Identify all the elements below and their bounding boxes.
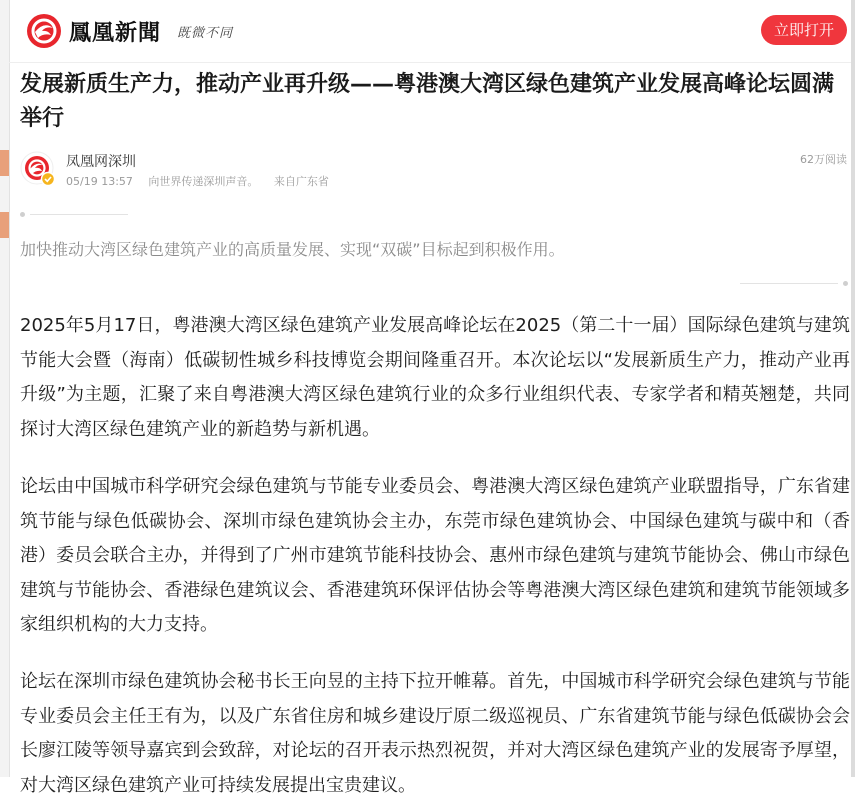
edge-marker (0, 150, 9, 176)
article-paragraph: 2025年5月17日，粤港澳大湾区绿色建筑产业发展高峰论坛在2025（第二十一届）国际绿色建筑与建筑节能大会暨（海南）低碳韧性城乡科技博览会期间隆重召开。本次论坛以“发展新质生产力，推动产业再升级”为主题，汇聚了来自粤港澳大湾区绿色建筑行业的众多行业组织代表、专家学者和精英翘楚，共同探讨大湾区绿色建筑产业的新趋势与新机遇。 (20, 315, 850, 440)
article-paragraph: 论坛在深圳市绿色建筑协会秘书长王向昱的主持下拉开帷幕。首先，中国城市科学研究会绿色建筑与节能专业委员会主任王有为，以及广东省住房和城乡建设厅原二级巡视员、广东省建筑节能与绿色低碳协会会长廖江陵等领导嘉宾到会致辞，对论坛的召开表示热烈祝贺，并对大湾区绿色建筑产业的发展寄予厚望，对大湾区绿色建筑产业可持续发展提出宝贵建议。 (20, 671, 850, 796)
author-name[interactable]: 凤凰网深圳 (66, 154, 136, 170)
article-summary: 加快推动大湾区绿色建筑产业的高质量发展、实现“双碳”目标起到积极作用。 (20, 240, 565, 259)
divider-dot (20, 212, 25, 217)
article-meta (66, 173, 341, 189)
author-avatar[interactable] (20, 151, 56, 187)
article-title: 发展新质生产力，推动产业再升级——粤港澳大湾区绿色建筑产业发展高峰论坛圆满举行 (20, 72, 835, 131)
divider-dot (843, 281, 848, 286)
top-bar (9, 0, 851, 63)
brand-name[interactable]: 鳳凰新聞 (69, 20, 162, 46)
location: 来自广东省 (273, 175, 329, 188)
brand-slogan: 既微不同 (177, 26, 234, 41)
open-app-button[interactable]: 立即打开 (761, 15, 847, 45)
edge-marker (0, 212, 9, 238)
verified-badge-icon (42, 173, 55, 186)
divider (740, 283, 838, 284)
phoenix-logo-icon[interactable] (26, 13, 62, 49)
divider (30, 214, 128, 215)
author-tagline: 向世界传递深圳声音。 (148, 175, 259, 188)
left-page-edge (0, 0, 10, 777)
article-paragraph: 论坛由中国城市科学研究会绿色建筑与节能专业委员会、粤港澳大湾区绿色建筑产业联盟指导，广东省建筑节能与绿色低碳协会、深圳市绿色建筑协会主办，东莞市绿色建筑协会、中国绿色建筑与碳中和（香港）委员会联合主办，并得到了广州市建筑节能科技协会、惠州市绿色建筑与建筑节能协会、佛山市绿色建筑与节能协会、香港绿色建筑议会、香港建筑环保评估协会等粤港澳大湾区绿色建筑和建筑节能领域多家组织机构的大力支持。 (20, 476, 850, 635)
scrollbar[interactable] (851, 0, 855, 777)
read-count: 62万阅读 (800, 153, 847, 166)
publish-date: 05/19 13:57 (66, 175, 133, 188)
